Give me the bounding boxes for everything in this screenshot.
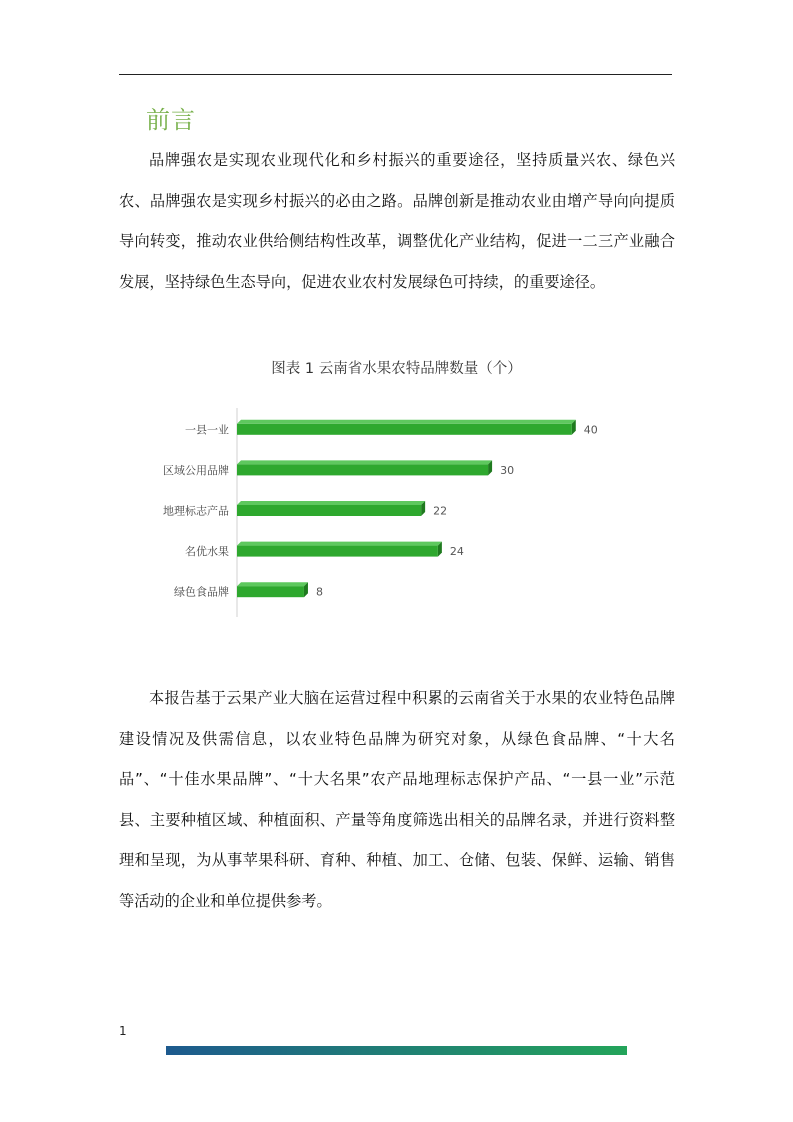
chart-bar bbox=[237, 546, 438, 557]
chart-value-label: 22 bbox=[433, 504, 448, 518]
footer-gradient-bar bbox=[166, 1046, 627, 1055]
chart-bar bbox=[237, 586, 304, 597]
chart-bar-top bbox=[237, 542, 442, 546]
chart-bar-top bbox=[237, 420, 576, 424]
brand-count-bar-chart bbox=[140, 400, 630, 620]
chart-category-label: 名优水果 bbox=[185, 545, 229, 559]
chart-value-label: 24 bbox=[449, 545, 464, 559]
intro-paragraph: 品牌强农是实现农业现代化和乡村振兴的重要途径，坚持质量兴农、绿色兴农、品牌强农是实现乡村振兴的必由之路。品牌创新是推动农业由增产导向向提质导向转变，推动农业供给侧结构性改革，调整优化产业结构，促进一二三产业融合发展，坚持绿色生态导向，促进农业农村发展绿色可持续，的重要途径。 bbox=[119, 151, 675, 291]
header-rule bbox=[119, 74, 672, 75]
chart-bar-top bbox=[237, 582, 308, 586]
chart-bar bbox=[237, 464, 488, 475]
chart-category-label: 地理标志产品 bbox=[163, 504, 229, 518]
chart-value-label: 8 bbox=[315, 585, 323, 599]
chart-category-label: 一县一业 bbox=[185, 423, 229, 437]
chart-category-label: 区域公用品牌 bbox=[163, 463, 229, 477]
chart-value-label: 40 bbox=[583, 423, 598, 437]
chart-category-label: 绿色食品牌 bbox=[174, 585, 229, 599]
chart-title: 图表 1 云南省水果农特品牌数量（个） bbox=[271, 361, 522, 377]
page-number: 1 bbox=[119, 1024, 127, 1038]
chart-bar-top bbox=[237, 460, 492, 464]
chart-bar bbox=[237, 424, 572, 435]
chart-bar bbox=[237, 505, 421, 516]
section-heading: 前言 bbox=[146, 106, 196, 134]
chart-value-label: 30 bbox=[500, 463, 515, 477]
chart-bar-top bbox=[237, 501, 425, 505]
report-paragraph: 本报告基于云果产业大脑在运营过程中积累的云南省关于水果的农业特色品牌建设情况及供需信息，以农业特色品牌为研究对象，从绿色食品牌、“十大名品”、“十佳水果品牌”、“十大名果”农产品地理标志保护产品、“一县一业”示范县、主要种植区域、种植面积、产量等角度筛选出相关的品牌名录，并进行资料整理和呈现，为从事苹果科研、育种、种植、加工、仓储、包装、保鲜、运输、销售等活动的企业和单位提供参考。 bbox=[119, 689, 675, 910]
